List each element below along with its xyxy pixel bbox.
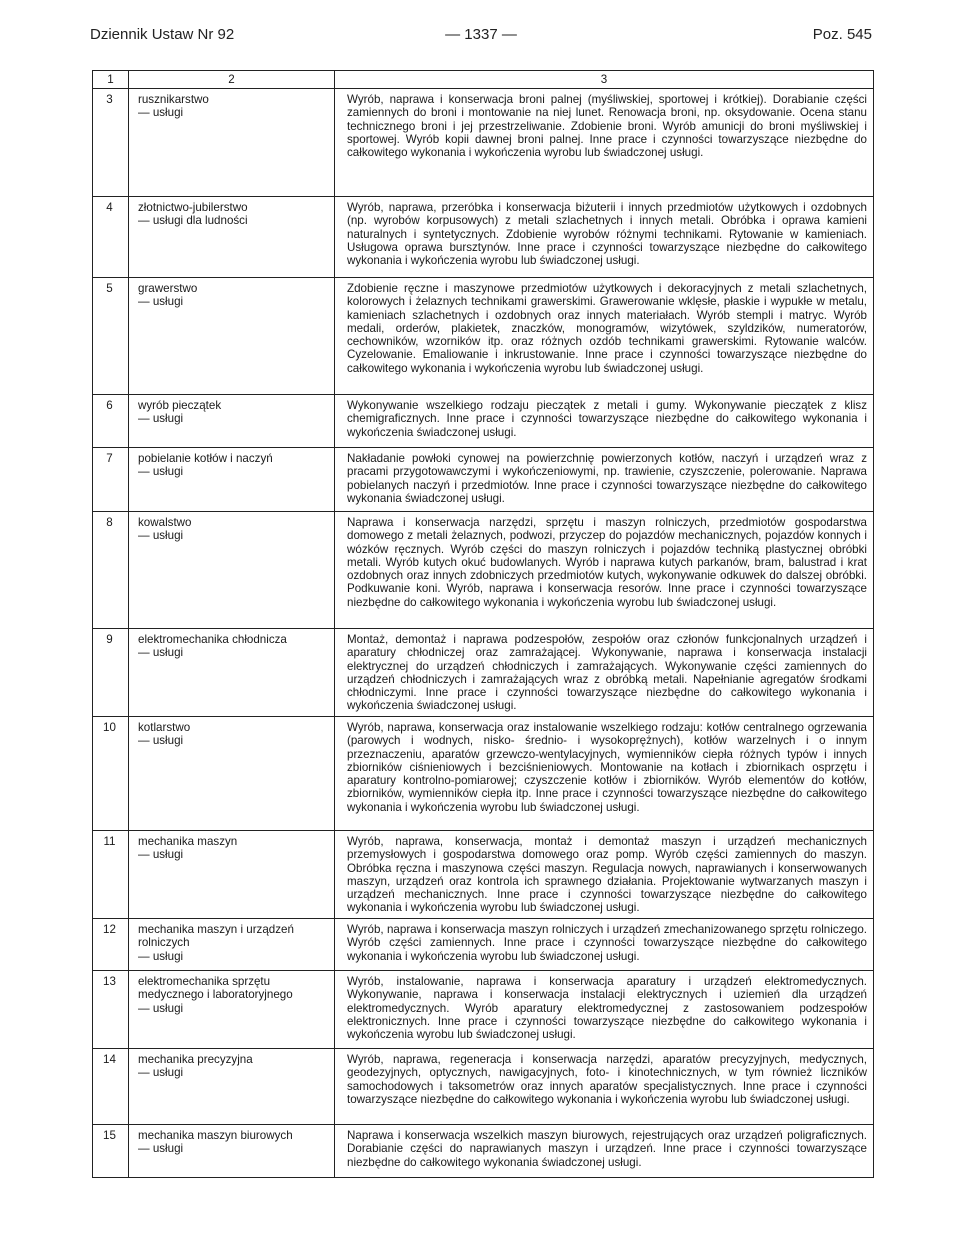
row-number: 10 <box>93 717 129 830</box>
trade-description: Wyrób, naprawa, konserwacja oraz instalowanie wszelkiego rodzaju: kotłów centralnego ogrzewania (parowych i wodnych, nisko- średnio- i wysokoprężnych), kotłów warzelnych i o innym przeznaczeniu, aparatów grzewczo-wentylacyjnych, wymienników ciepła różnych typów i innych zbiorników ciśnieniowych i bezciśnieniowych. Montowanie na kotłach i zbiornikach osprzętu i aparatury kontrolno-pomiarowej; czyszczenie kotłów i zbiorników. Wyrób elementów do kotłów, zbiorników, wymienników ciepła itp. Inne prace i czynności towarzyszące niezbędne do całkowitego wykonania i wykończenia wyrobu lub świadczonej usługi. <box>347 721 867 814</box>
trade-description: Naprawa i konserwacja narzędzi, sprzętu i maszyn rolniczych, przedmiotów gospodarstwa domowego z metali żelaznych, podwozi, przyczep do pojazdów mechanicznych, pojazdów konnych i wózków ręcznych. Wyrób części do maszyn rolniczych i pojazdów techniką plastycznej obróbki metali. Wyrób kutych okuć budowlanych. Wyrób i naprawa kutych parkanów, bram, balustrad i krat ozdobnych oraz innych zdobniczych przedmiotów kutych, wykonywanie odkuwek do dalszej obróbki. Podkuwanie koni. Wyrób, naprawa i konserwacja resorów. Inne prace i czynności towarzyszące niezbędne do całkowitego wykonania i wykończenia wyrobu lub świadczonej usługi. <box>347 516 867 609</box>
trade-description: Wyrób, naprawa, regeneracja i konserwacja narzędzi, aparatów precyzyjnych, medycznych, geodezyjnych, optycznych, nawigacyjnych, foto- i kinotechnicznych, w tym również liczników samochodowych i taksometrów oraz innych aparatów specjalistycznych. Inne prace i czynności towarzyszące niezbędne do całkowitego wykonania i wykończenia wyrobu lub świadczonej usługi. <box>347 1053 867 1106</box>
trade-name: mechanika maszyn biurowych <box>138 1129 293 1142</box>
trade-name: pobielanie kotłów i naczyń <box>138 452 273 465</box>
row-number: 5 <box>93 278 129 394</box>
table-row <box>93 395 873 448</box>
row-number: 12 <box>93 919 129 970</box>
trade-name: kotlarstwo <box>138 721 191 734</box>
trade-description: Wyrób, instalowanie, naprawa i konserwacja aparatury i urządzeń elektromedycznych. Wykonywanie, naprawa i konserwacja instalacji elektrycznych i uziemień dla urządzeń elektromedycznych. Wyrób aparatury elektromedycznej z zastosowaniem podzespołów elektronicznych. Inne prace i czynności towarzyszące niezbędne do całkowitego wykonania i wykończenia wyrobu lub świadczonej usługi. <box>347 975 867 1042</box>
position-number: Poz. 545 <box>812 26 872 43</box>
table-row <box>93 1049 873 1125</box>
column-header-number: 1 <box>93 71 129 88</box>
trade-description: Wyrób, naprawa, konserwacja, montaż i demontaż maszyn i urządzeń mechanicznych przemysłowych i gospodarstwa domowego oraz pomp. Wyrób części zamiennych do maszyn. Obróbka ręczna i maszynowa części maszyn. Regulacja nowych, naprawianych i konserwowanych maszyn, urządzeń oraz kontrola ich sprawnego działania. Projektowanie wytwarzanych maszyn i urządzeń mechanicznych. Inne prace i czynności towarzyszące niezbędne do całkowitego wykonania i wykończenia wyrobu lub świadczonej usługi. <box>347 835 867 915</box>
trade-name: rusznikarstwo <box>138 93 209 106</box>
row-number: 7 <box>93 448 129 511</box>
trade-scope: — usługi <box>138 949 184 963</box>
trade-name-cell <box>129 717 335 830</box>
table-row <box>93 971 873 1049</box>
trade-name-cell <box>129 89 335 196</box>
row-number: 8 <box>93 512 129 628</box>
table-row <box>93 717 873 831</box>
trade-name: mechanika precyzyjna <box>138 1053 253 1066</box>
trade-name-cell <box>129 919 335 970</box>
trade-name: elektromechanika chłodnicza <box>138 633 287 646</box>
trade-description: Wyrób, naprawa, przeróbka i konserwacja biżuterii i innych przedmiotów użytkowych i ozdobnych (np. wyrobów korpusowych) z metali szlachetnych i innych metali. Obróbka i oprawa kamieni naturalnych i syntetycznych. Zdobienie wyrobów różnymi technikami. Rytowanie w kamieniach. Usługowa oprawa bursztynów. Inne prace i czynności towarzyszące niezbędne do całkowitego wykonania i wykończenia wyrobu lub świadczonej usługi. <box>347 201 867 268</box>
trade-description: Wyrób, naprawa i konserwacja broni palnej (myśliwskiej, sportowej i krótkiej). Dorabianie części zamiennych do broni i montowanie na niej lunet. Renowacja broni, np. oksydowanie. Ocena stanu technicznego broni i jej przestrzeliwanie. Zdobienie broni. Wyrób amunicji do broni myśliwskiej i sportowej. Wyrób kopii dawnej broni palnej. Inne prace i czynności towarzyszące niezbędne do całkowitego wykonania i wykończenia wyrobu lub świadczonej usługi. <box>347 93 867 160</box>
trade-name-cell <box>129 278 335 394</box>
trade-name: elektromechanika sprzętu medycznego i laboratoryjnego <box>138 975 293 1002</box>
column-header-description: 3 <box>600 73 608 86</box>
table-row <box>93 448 873 512</box>
trade-name-cell <box>129 395 335 447</box>
trade-scope: — usługi <box>138 1001 184 1015</box>
trade-description: Montaż, demontaż i naprawa podzespołów, zespołów oraz członów funkcjonalnych urządzeń i aparatury chłodniczej oraz zamrażającej. Wykonywanie, naprawa i konserwacja instalacji elektrycznej do urządzeń chłodniczych i zamrażających. Wykonywanie części zamiennych do urządzeń chłodniczych i zamrażających wraz z obróbką metali. Napełnianie agregatów środkami chłodniczymi. Inne prace i czynności towarzyszące niezbędne do całkowitego wykonania i wykończenia świadczonej usługi. <box>347 633 867 713</box>
trade-scope: — usługi <box>138 106 184 120</box>
trade-name-cell <box>129 512 335 628</box>
trade-name-cell <box>129 831 335 918</box>
table-row <box>93 89 873 197</box>
trade-name: kowalstwo <box>138 516 192 529</box>
trade-name-cell <box>129 1125 335 1177</box>
row-number: 3 <box>93 89 129 196</box>
trade-scope: — usługi <box>138 1066 184 1080</box>
trade-scope: — usługi <box>138 529 184 543</box>
trade-name-cell <box>129 197 335 277</box>
trade-scope: — usługi <box>138 412 184 426</box>
trade-scope: — usługi <box>138 1142 184 1156</box>
trade-name: wyrób pieczątek <box>138 399 222 412</box>
page-number: — 1337 — <box>445 26 517 43</box>
row-number: 14 <box>93 1049 129 1124</box>
trade-description: Wyrób, naprawa i konserwacja maszyn rolniczych i urządzeń zmechanizowanego sprzętu rolniczego. Wyrób części zamiennych. Inne prace i czynności towarzyszące niezbędne do całkowitego wykonania i wykończenia wyrobu lub świadczonej usługi. <box>347 923 867 963</box>
page-header <box>90 26 872 48</box>
trade-name: złotnictwo-jubilerstwo <box>138 201 248 214</box>
trade-name: mechanika maszyn <box>138 835 238 848</box>
column-header-trade: 2 <box>129 71 335 88</box>
trade-name-cell <box>129 629 335 716</box>
trade-scope: — usługi dla ludności <box>138 214 248 228</box>
row-number: 6 <box>93 395 129 447</box>
trade-name: mechanika maszyn i urządzeń rolniczych <box>138 923 294 950</box>
table-row <box>93 919 873 971</box>
trade-description: Zdobienie ręczne i maszynowe przedmiotów użytkowych i dekoracyjnych z metali szlachetnych, kolorowych i żelaznych technikami grawerskimi. Grawerowanie wklęsłe, płaskie i wypukłe w metalu, kamieniach szlachetnych i ozdobnych oraz innych materiałach. Wyrób stempli i matryc. Wyrób medali, orderów, plakietek, znaczków, monogramów, wizytówek, szyldzików, numeratorów, cechowników, wzorników itp. oraz różnych ozdób technikami grawerskimi. Rytowanie walców. Cyzelowanie. Emaliowanie i inkrustowanie. Inne prace i czynności towarzyszące niezbędne do całkowitego wykonania i wykończenia wyrobu lub świadczonej usługi. <box>347 282 867 375</box>
trade-name-cell <box>129 448 335 511</box>
trade-description: Nakładanie powłoki cynowej na powierzchnię powierzonych kotłów, naczyń i urządzeń wraz z pracami przygotowawczymi i wykończeniowymi, np. trawienie, czyszczenie, polerowanie. Naprawa pobielanych naczyń i przedmiotów. Inne prace i czynności towarzyszące niezbędne do całkowitego wykonania świadczonej usługi. <box>347 452 867 505</box>
row-number: 11 <box>93 831 129 918</box>
table-header-row <box>93 71 873 89</box>
table-row <box>93 1125 873 1177</box>
row-number: 15 <box>93 1125 129 1177</box>
table-row <box>93 831 873 919</box>
trade-scope: — usługi <box>138 848 184 862</box>
trade-description: Wykonywanie wszelkiego rodzaju pieczątek z metali i gumy. Wykonywanie pieczątek z klisz chemigraficznych. Inne prace i czynności towarzyszące niezbędne do całkowitego wykonania i wykończenia świadczonej usługi. <box>347 399 867 439</box>
row-number: 13 <box>93 971 129 1048</box>
journal-title: Dziennik Ustaw Nr 92 <box>90 26 235 43</box>
row-number: 4 <box>93 197 129 277</box>
trade-description: Naprawa i konserwacja wszelkich maszyn biurowych, rejestrujących oraz urządzeń poligraficznych. Dorabianie części do naprawianych maszyn i urządzeń. Inne prace i czynności towarzyszące niezbędne do całkowitego wykonania świadczonej usługi. <box>347 1129 867 1169</box>
table-row <box>93 512 873 629</box>
trades-table <box>92 70 874 1178</box>
trade-scope: — usługi <box>138 734 184 748</box>
trade-name: grawerstwo <box>138 282 198 295</box>
trade-scope: — usługi <box>138 295 184 309</box>
trade-name-cell <box>129 971 335 1048</box>
trade-name-cell <box>129 1049 335 1124</box>
table-row <box>93 629 873 717</box>
table-row <box>93 278 873 395</box>
row-number: 9 <box>93 629 129 716</box>
trade-scope: — usługi <box>138 646 184 660</box>
trade-scope: — usługi <box>138 465 184 479</box>
table-row <box>93 197 873 278</box>
